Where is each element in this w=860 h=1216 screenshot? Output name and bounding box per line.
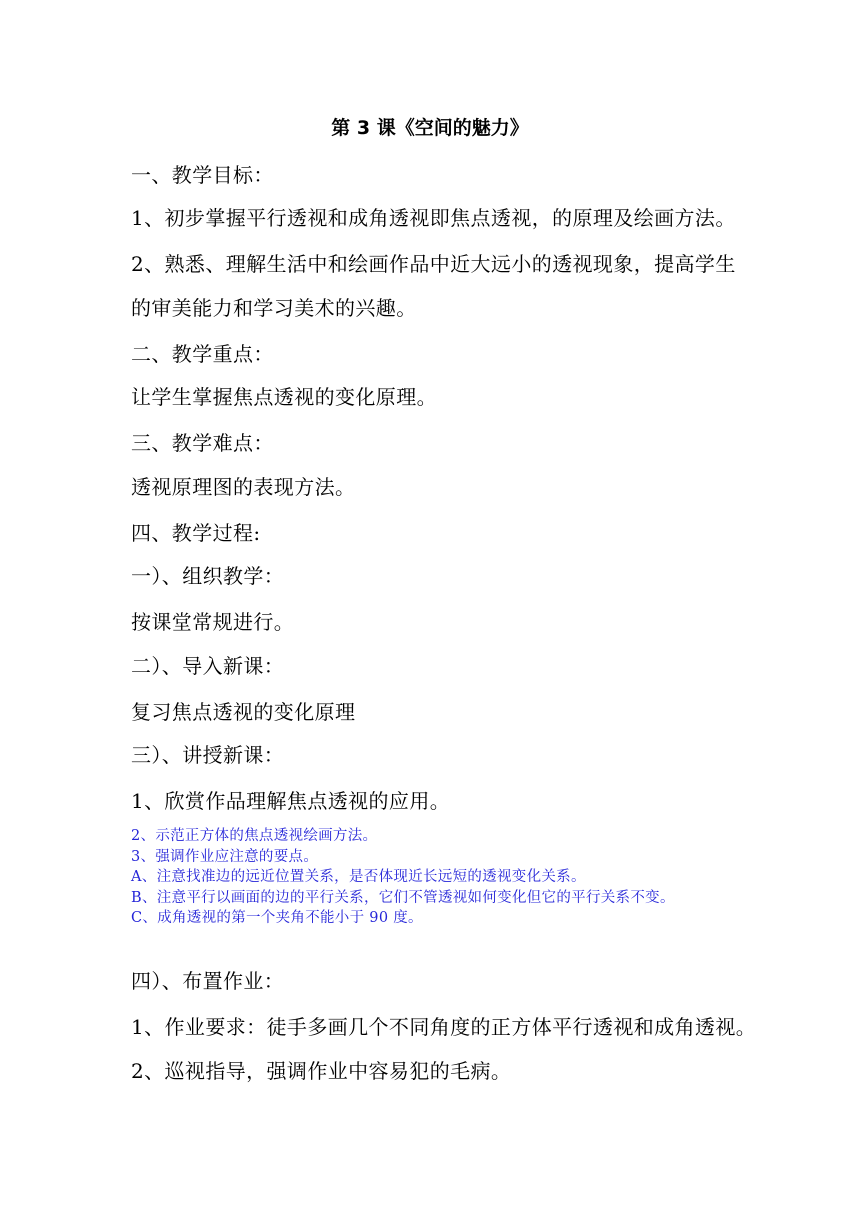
goal-item-2-line-2: 的审美能力和学习美术的兴趣。 bbox=[131, 296, 417, 320]
lecture-item-2: 2、示范正方体的焦点透视绘画方法。 bbox=[131, 828, 378, 844]
lecture-item-1: 1、欣赏作品理解焦点透视的应用。 bbox=[131, 789, 451, 813]
step-organize-text: 按课堂常规进行。 bbox=[131, 610, 295, 634]
homework-item-2: 2、巡视指导，强调作业中容易犯的毛病。 bbox=[131, 1059, 512, 1083]
step-intro-heading: 二）、导入新课： bbox=[131, 654, 285, 678]
lecture-point-b: B、注意平行以画面的边的平行关系，它们不管透视如何变化但它的平行关系不变。 bbox=[131, 889, 675, 906]
document-title: 第 3 课《空间的魅力》 bbox=[331, 117, 529, 139]
heading-teaching-difficulty: 三、教学难点： bbox=[131, 431, 274, 455]
lecture-notes-blue bbox=[131, 826, 731, 929]
step-organize-heading: 一）、组织教学： bbox=[131, 564, 285, 588]
goal-item-1: 1、初步掌握平行透视和成角透视即焦点透视，的原理及绘画方法。 bbox=[131, 206, 736, 230]
step-lecture-heading: 三）、讲授新课： bbox=[131, 743, 285, 767]
lecture-item-3: 3、强调作业应注意的要点。 bbox=[131, 848, 319, 865]
heading-teaching-goals: 一、教学目标： bbox=[131, 163, 274, 187]
difficulty-text: 透视原理图的表现方法。 bbox=[131, 475, 356, 499]
focus-text: 让学生掌握焦点透视的变化原理。 bbox=[131, 385, 437, 409]
lecture-point-a: A、注意找准边的远近位置关系，是否体现近长远短的透视变化关系。 bbox=[131, 869, 586, 885]
step-intro-text: 复习焦点透视的变化原理 bbox=[131, 700, 356, 724]
goal-item-2-line-1: 2、熟悉、理解生活中和绘画作品中近大远小的透视现象，提高学生 bbox=[131, 252, 736, 276]
homework-item-1: 1、作业要求：徒手多画几个不同角度的正方体平行透视和成角透视。 bbox=[131, 1015, 757, 1039]
heading-teaching-focus: 二、教学重点： bbox=[131, 342, 274, 366]
lecture-point-c: C、成角透视的第一个夹角不能小于 90 度。 bbox=[131, 910, 423, 926]
heading-teaching-process: 四、教学过程: bbox=[131, 521, 261, 545]
step-homework-heading: 四）、布置作业： bbox=[131, 969, 285, 993]
